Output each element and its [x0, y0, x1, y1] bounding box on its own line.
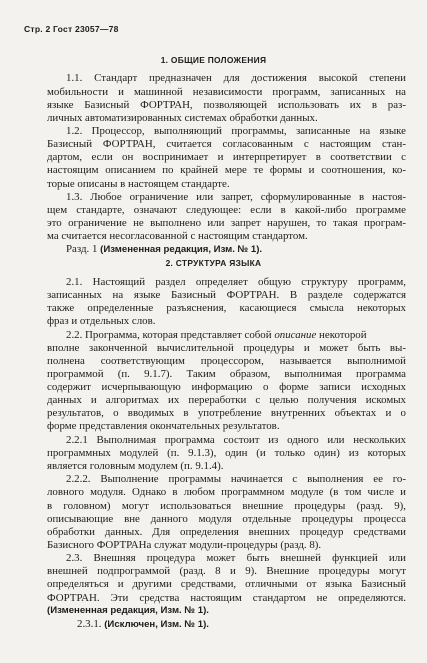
text-line: определяться и другими средствами, отличными от языка Базисный [47, 578, 406, 590]
text-line: данных и алгоритмах их переработки с целью получения искомых [47, 394, 406, 406]
page-header: Стр. 2 Гост 23057—78 [24, 24, 119, 34]
text-line: 1.1. Стандарт предназначен для достижения высокой степени [66, 72, 406, 84]
excluded-note: (Исключен, Изм. № 1). [104, 619, 209, 630]
text-line: записанных на языке Базисный ФОРТРАН. В разделе содержатся [47, 289, 406, 301]
change-note: (Измененная редакция, Изм. № 1). [100, 244, 263, 255]
text-line: 2.3. Внешняя процедура может быть внешней функцией или [66, 552, 406, 564]
text-line: в головном) могут использоваться внешние процедуры (разд. 9), [47, 500, 406, 512]
text-line: ловного модуля. Однако в любом программном модуле (в том числе и [47, 486, 406, 498]
text-line: личных автоматизированных системах обработки данных. [47, 112, 318, 124]
text-line: внешней подпрограммой (разд. 8 и 9). Внешние процедуры могут [47, 565, 406, 577]
text-line: Базисного ФОРТРАНа служат модули-процедуры (разд. 8). [47, 539, 322, 551]
clause-number: 2.3.1. [77, 618, 105, 630]
text-line: также определенные разъяснения, касающиеся смысла некоторых [47, 302, 406, 314]
text-line: вполне законченной вычислительной процедуры и может быть вы- [47, 342, 406, 354]
section-1-title: 1. ОБЩИЕ ПОЛОЖЕНИЯ [160, 55, 267, 65]
text-line: щем стандарте, означают следующее: если в какой-либо программе [47, 204, 406, 216]
text-line: 1.3. Любое ограничение или запрет, сформулированные в настоя- [66, 191, 406, 203]
text-line: торые описаны в настоящем стандарте. [47, 178, 230, 190]
text-line: форме представления окончательных результатов. [47, 420, 280, 432]
text-span: 2.2. Программа, которая представляет собой [66, 329, 275, 341]
change-note-razd-1 [66, 242, 406, 257]
text-line: 1.2. Процессор, выполняющий программы, записанные на языке [66, 125, 406, 137]
text-line: обработки данных. Для определения внешних процедур средствами [47, 526, 406, 538]
section-2-title: 2. СТРУКТУРА ЯЗЫКА [165, 258, 262, 268]
text-line: программных модулей (п. 9.1.3), один (и только один) из которых [47, 447, 406, 459]
razd-label: Разд. 1 [66, 243, 101, 255]
clause-2-3-1 [77, 617, 406, 632]
text-line: результатов, о вводимых в употребление внутренних объектах и о [47, 407, 406, 419]
text-line: настоящим описанием по крайней мере те формы и соотношения, ко- [47, 164, 406, 176]
text-line: содержит исчерпывающую информацию о форме записи исходных [47, 381, 406, 393]
text-line: Базисный ФОРТРАН, считается согласованным с настоящим стан- [47, 138, 406, 150]
text-line-p22 [66, 328, 406, 342]
text-line: описывающие вне данного модуля отдельные процедуры процесса [47, 513, 406, 525]
text-line: программой (п. 9.1.7). Таким образом, выполнимая программа [47, 368, 406, 380]
text-line: является головным модулем (п. 9.1.4). [47, 460, 224, 472]
italic-term: описание [274, 329, 317, 341]
text-line: языке Базисный ФОРТРАН, позволяющей использовать их в раз- [47, 99, 406, 111]
text-line: 2.2.2. Выполнение программы начинается с выполнения ее го- [66, 473, 406, 485]
text-line: фраз и отдельных слов. [47, 315, 156, 327]
text-line: ФОРТРАН. Эти средства настоящим стандартом не определяются. [47, 592, 406, 604]
text-line: дартом, если он воспринимает и интерпретирует в соответствии с [47, 151, 406, 163]
text-line: мобильности и машинной независимости программ, записанных на [47, 86, 406, 98]
text-line: 2.1. Настоящий раздел определяет общую структуру программ, [66, 276, 406, 288]
text-line: полнена соответствующим процессором, называется выполнимой [47, 355, 406, 367]
text-line: это ограничение не выполнено или запрет нарушен, то такая програм- [47, 217, 406, 229]
text-line: 2.2.1 Выполнимая программа состоит из одного или нескольких [66, 434, 406, 446]
text-line: ма считается несогласованной с настоящим стандартом. [47, 230, 308, 242]
change-note: (Измененная редакция, Изм. № 1). [47, 605, 209, 616]
text-span: некоторой [316, 329, 367, 341]
